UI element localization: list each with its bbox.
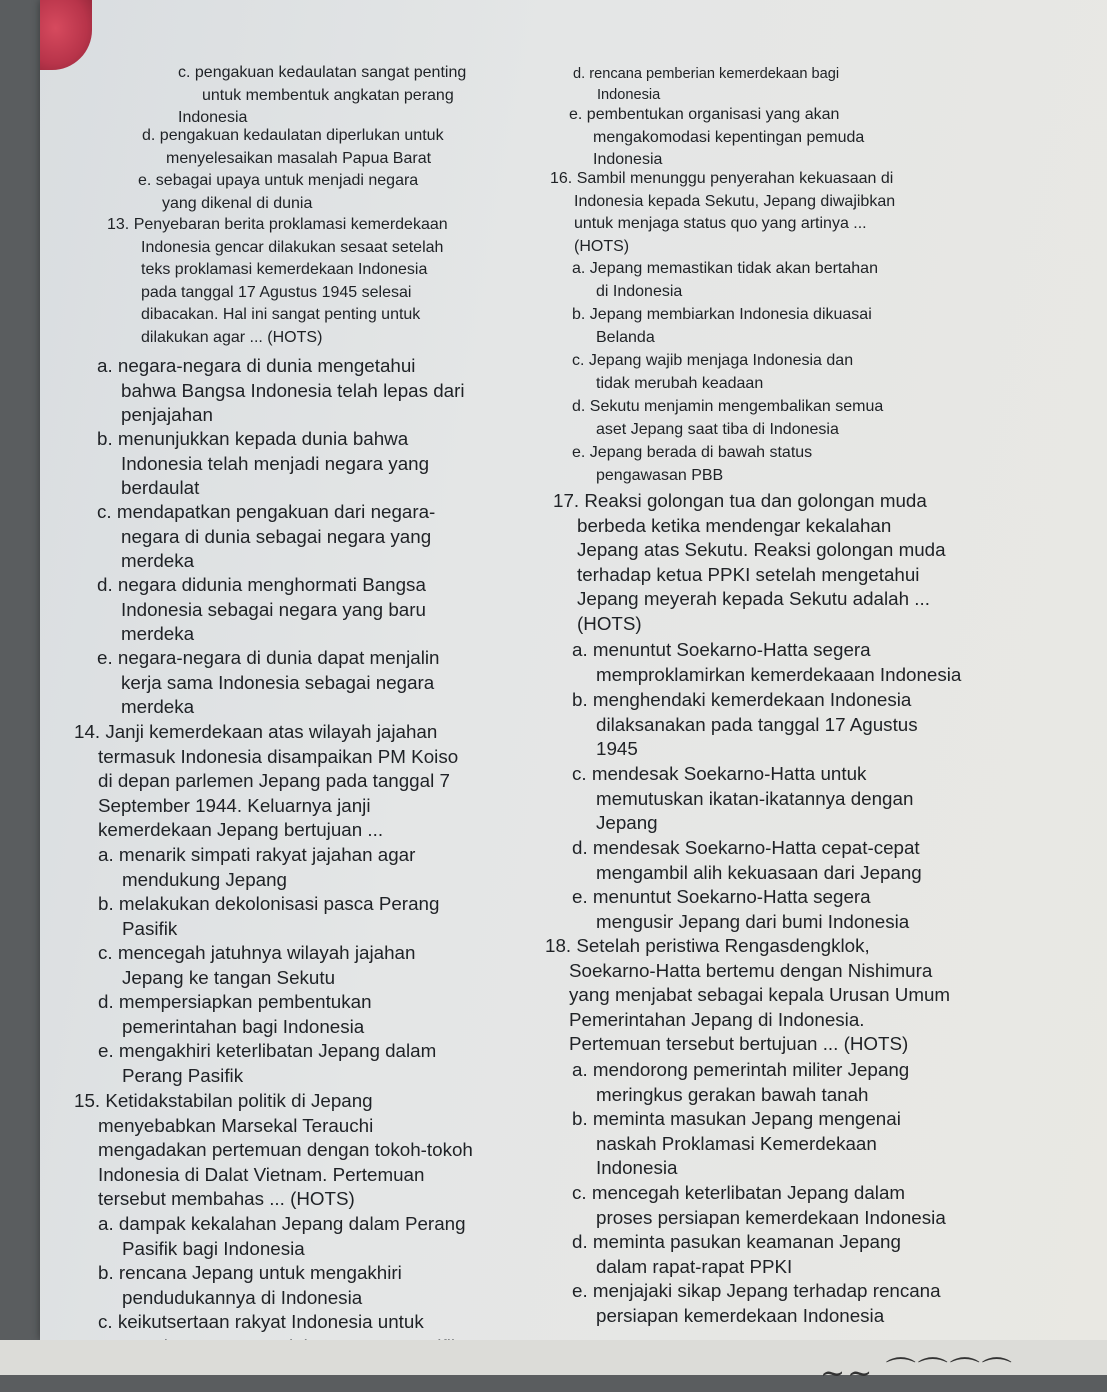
question-18 [545,934,950,1057]
q16-option-c [572,350,853,395]
question-14 [74,720,458,843]
q13-stem: 13. Penyebaran berita proklamasi kemerdekaan [107,216,448,233]
text-line: Jepang ke tangan Sekutu [122,966,336,988]
text-line: merdeka [121,623,195,645]
q14-option-e [98,1039,436,1088]
q18-option-b [572,1107,901,1181]
text-line: Jepang [596,812,658,834]
text-line: a. mendorong pemerintah militer Jepang [572,1059,910,1080]
text-line: pada tanggal 17 Agustus 1945 selesai [141,283,412,301]
text-line: e. Jepang berada di bawah status [572,444,813,461]
text-line: Indonesia gencar dilakukan sesaat setelah [141,238,444,256]
text-line: untuk membentuk angkatan perang [202,86,454,104]
text-line: d. meminta pasukan keamanan Jepang [572,1231,901,1252]
text-line: Soekarno-Hatta bertemu dengan Nishimura [569,959,933,981]
text-line: mengakomodasi kepentingan pemuda [593,128,865,146]
question-16 [550,168,895,258]
q16-option-d [572,396,883,441]
text-line: d. negara didunia menghormati Bangsa [97,574,426,595]
q18-option-d [572,1230,901,1279]
text-line: bahwa Bangsa Indonesia telah lepas dari [121,379,465,401]
question-13 [107,214,577,349]
text-line: pengawasan PBB [596,466,724,484]
text-line: b. menghendaki kemerdekaan Indonesia [572,689,912,710]
q17-option-c [572,762,913,836]
text-line: c. mencegah keterlibatan Jepang dalam [572,1182,906,1203]
text-line: aset Jepang saat tiba di Indonesia [596,420,839,438]
text-line: c. pengakuan kedaulatan sangat penting [178,64,467,81]
q13-option-a [97,354,465,428]
q15-stem: 15. Ketidakstabilan politik di Jepang [74,1090,373,1111]
text-line: meringkus gerakan bawah tanah [596,1083,869,1105]
text-line: Indonesia [597,87,661,103]
q18-stem: 18. Setelah peristiwa Rengasdengklok, [545,935,870,956]
text-line: di depan parlemen Jepang pada tanggal 7 [98,770,450,792]
text-line: yang menjabat sebagai kepala Urusan Umum [569,984,951,1006]
q14-option-d [98,990,372,1039]
q16-option-e [572,442,812,487]
text-line: c. mencegah jatuhnya wilayah jajahan [98,942,416,963]
q16-option-a [572,258,878,303]
text-line: Indonesia di Dalat Vietnam. Pertemuan [98,1163,425,1185]
text-line: a. Jepang memastikan tidak akan bertahan [572,260,878,277]
text-line: pendudukannya di Indonesia [122,1286,363,1308]
text-line: mengadakan pertemuan dengan tokoh-tokoh [98,1139,473,1161]
q18-option-c [572,1181,946,1230]
text-line: Indonesia [596,1157,678,1179]
text-line: berdaulat [121,477,200,499]
text-line: 1945 [596,738,638,760]
text-line: dilaksanakan pada tanggal 17 Agustus [596,713,918,735]
q12-option-d-right [573,64,839,106]
text-line: Jepang meyerah kepada Sekutu adalah ... [577,588,930,610]
text-line: c. mendesak Soekarno-Hatta untuk [572,763,867,784]
text-line: a. dampak kekalahan Jepang dalam Perang [98,1213,466,1234]
text-line: proses persiapan kemerdekaan Indonesia [596,1206,946,1228]
q12-option-d [142,125,444,170]
q12-option-c [178,62,466,130]
text-line: dibacakan. Hal ini sangat penting untuk [141,306,421,323]
text-line: (HOTS) [577,612,642,634]
handwritten-scribble: ~~ ⌒⌒⌒⌒ [820,1356,1014,1391]
q16-stem: 16. Sambil menunggu penyerahan kekuasaan di [550,170,894,187]
text-line: penjajahan [121,404,213,426]
q13-option-b [97,427,429,501]
text-line: dalam rapat-rapat PPKI [596,1255,793,1277]
text-line: e. menjajaki sikap Jepang terhadap rencana [572,1280,941,1301]
q17-option-d [572,836,922,885]
q18-option-e [572,1279,941,1328]
text-line: yang dikenal di dunia [162,194,313,212]
q14-stem: 14. Janji kemerdekaan atas wilayah jajahan [74,721,438,742]
q17-option-a [572,638,961,687]
text-line: dilakukan agar ... (HOTS) [141,328,323,346]
text-line: Indonesia telah menjadi negara yang [121,452,430,474]
text-line: persiapan kemerdekaan Indonesia [596,1304,885,1326]
text-line: a. menuntut Soekarno-Hatta segera [572,639,871,660]
text-line: merdeka [121,550,195,572]
text-line: Perang Pasifik [122,1064,244,1086]
text-line: d. Sekutu menjamin mengembalikan semua [572,398,884,415]
text-line: memutuskan ikatan-ikatannya dengan [596,787,914,809]
text-line: mengusir Jepang dari bumi Indonesia [596,910,910,932]
text-line: Pasifik [122,917,178,939]
textbook-page [40,0,1107,1340]
text-line: b. rencana Jepang untuk mengakhiri [98,1262,402,1283]
text-line: d. mendesak Soekarno-Hatta cepat-cepat [572,837,920,858]
text-line: Pemerintahan Jepang di Indonesia. [569,1008,865,1030]
q14-option-b [98,892,439,941]
text-line: menyelesaikan masalah Papua Barat [166,149,432,167]
text-line: d. rencana pemberian kemerdekaan bagi [573,66,840,82]
q13-option-e [97,646,439,720]
q12-option-e-right [569,104,864,172]
text-line: berbeda ketika mendengar kekalahan [577,514,892,536]
text-line: a. menarik simpati rakyat jajahan agar [98,844,416,865]
fingernail [40,0,92,70]
text-line: b. Jepang membiarkan Indonesia dikuasai [572,306,872,323]
q18-option-a [572,1058,909,1107]
text-line: mendukung Jepang [122,868,287,890]
text-line: Jepang atas Sekutu. Reaksi golongan muda [577,539,946,561]
text-line: Indonesia [178,109,248,126]
text-line: b. melakukan dekolonisasi pasca Perang [98,893,440,914]
q15-option-b [98,1261,402,1310]
q14-option-a [98,843,415,892]
text-line: d. mempersiapkan pembentukan [98,991,372,1012]
text-line: e. sebagai upaya untuk menjadi negara [138,172,419,189]
text-line: di Indonesia [596,282,683,300]
text-line: negara di dunia sebagai negara yang [121,525,432,547]
text-line: b. menunjukkan kepada dunia bahwa [97,428,409,449]
q16-option-b [572,304,872,349]
text-line: Pertemuan tersebut bertujuan ... (HOTS) [569,1033,909,1055]
text-line: e. negara-negara di dunia dapat menjalin [97,647,440,668]
text-line: pemerintahan bagi Indonesia [122,1015,365,1037]
q12-option-e [138,170,418,215]
q15-option-a [98,1212,466,1261]
q13-option-d [97,573,426,647]
text-line: merdeka [121,696,195,718]
text-line: termasuk Indonesia disampaikan PM Koiso [98,745,459,767]
question-17 [553,489,946,637]
text-line: Indonesia [593,151,663,168]
q17-stem: 17. Reaksi golongan tua dan golongan muda [553,490,927,511]
question-15 [74,1089,473,1212]
q13-option-c [97,500,435,574]
text-line: untuk menjaga status quo yang artinya ... [574,215,867,232]
text-line: kerja sama Indonesia sebagai negara [121,671,435,693]
text-line: menyebabkan Marsekal Terauchi [98,1114,374,1136]
text-line: mengambil alih kekuasaan dari Jepang [596,861,922,883]
text-line: tidak merubah keadaan [596,374,764,392]
text-line: memproklamirkan kemerdekaaan Indonesia [596,663,962,685]
text-line: a. negara-negara di dunia mengetahui [97,355,416,376]
text-line: naskah Proklamasi Kemerdekaan [596,1132,877,1154]
text-line: kemerdekaan Jepang bertujuan ... [98,819,384,841]
text-line: Belanda [596,328,655,346]
text-line: teks proklamasi kemerdekaan Indonesia [141,261,428,278]
text-line: d. pengakuan kedaulatan diperlukan untuk [142,127,444,144]
text-line: terhadap ketua PPKI setelah mengetahui [577,563,920,585]
text-line: tersebut membahas ... (HOTS) [98,1188,355,1210]
next-page-edge [0,1340,1107,1391]
text-line: c. mendapatkan pengakuan dari negara- [97,501,436,522]
q14-option-c [98,941,415,990]
text-line: e. pembentukan organisasi yang akan [569,106,840,123]
text-line: e. menuntut Soekarno-Hatta segera [572,886,871,907]
text-line: Indonesia sebagai negara yang baru [121,598,426,620]
text-line: Pasifik bagi Indonesia [122,1237,305,1259]
text-line: Indonesia kepada Sekutu, Jepang diwajibkan [574,192,896,210]
text-line: September 1944. Keluarnya janji [98,794,371,816]
text-line: b. meminta masukan Jepang mengenai [572,1108,901,1129]
text-line: e. mengakhiri keterlibatan Jepang dalam [98,1040,437,1061]
text-line: c. keikutsertaan rakyat Indonesia untuk [98,1311,424,1332]
q17-option-e [572,885,909,934]
text-line: (HOTS) [574,237,630,255]
q17-option-b [572,688,918,762]
text-line: c. Jepang wajib menjaga Indonesia dan [572,352,854,369]
